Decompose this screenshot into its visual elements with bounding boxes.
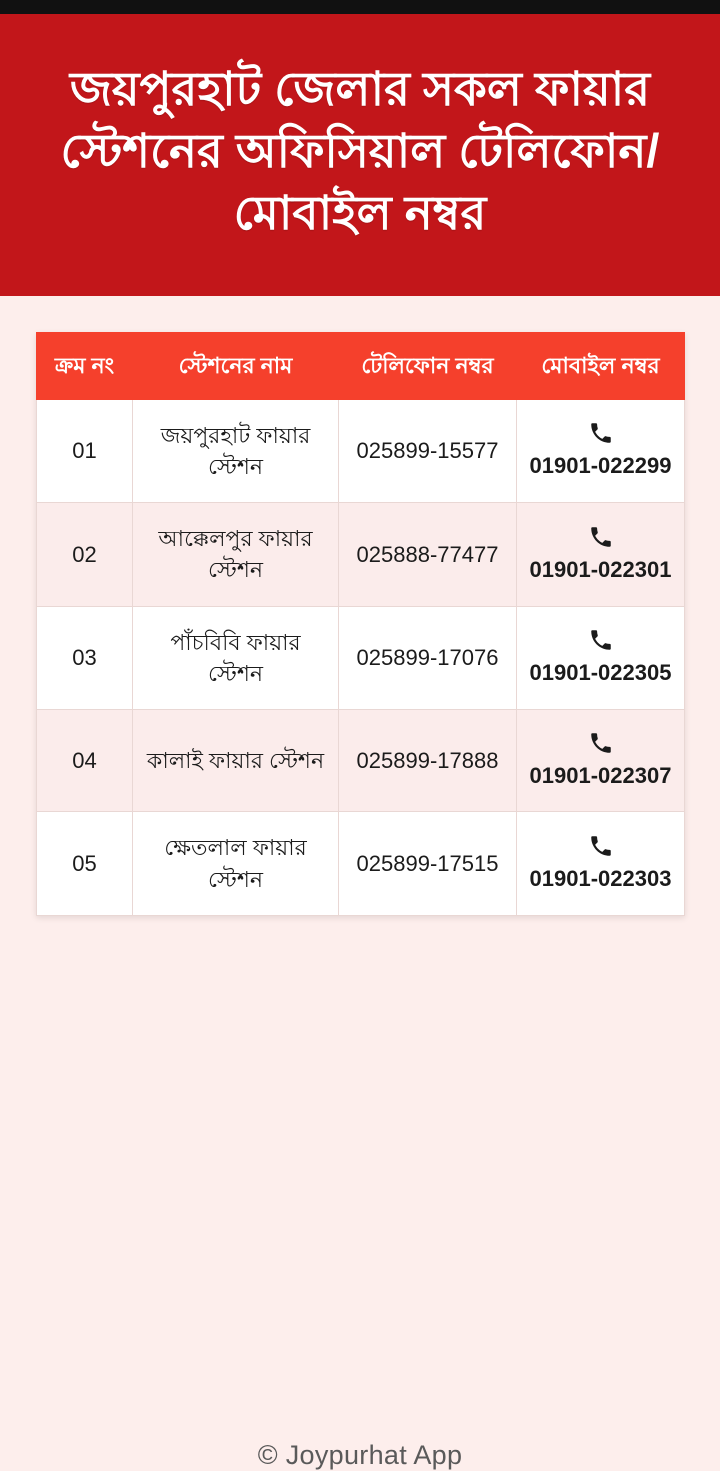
mobile-number-text: 01901-022301 bbox=[529, 556, 672, 582]
main-content bbox=[0, 296, 720, 1430]
cell-telephone: 025899-17076 bbox=[339, 606, 517, 709]
cell-serial: 04 bbox=[37, 710, 133, 812]
table-row bbox=[37, 606, 685, 709]
page-title: জয়পুরহাট জেলার সকল ফায়ার স্টেশনের অফিসিয়াল টেলিফোন/ মোবাইল নম্বর bbox=[60, 62, 660, 240]
cell-mobile[interactable] bbox=[517, 812, 685, 915]
cell-serial: 03 bbox=[37, 606, 133, 709]
phone-icon bbox=[588, 524, 614, 550]
phone-icon bbox=[588, 833, 614, 859]
cell-mobile[interactable] bbox=[517, 710, 685, 812]
mobile-number-text: 01901-022305 bbox=[529, 660, 672, 686]
phone-icon bbox=[588, 730, 614, 756]
cell-station-name: পাঁচবিবি ফায়ার স্টেশন bbox=[133, 606, 339, 709]
column-header-mobile: মোবাইল নম্বর bbox=[517, 333, 685, 400]
mobile-number-text: 01901-022299 bbox=[529, 453, 672, 479]
cell-telephone: 025899-17888 bbox=[339, 710, 517, 812]
column-header-station-name: স্টেশনের নাম bbox=[133, 333, 339, 400]
status-bar bbox=[0, 0, 720, 14]
cell-serial: 02 bbox=[37, 503, 133, 606]
phone-icon bbox=[588, 627, 614, 653]
cell-telephone: 025888-77477 bbox=[339, 503, 517, 606]
header-banner bbox=[0, 14, 720, 296]
cell-station-name: আক্কেলপুর ফায়ার স্টেশন bbox=[133, 503, 339, 606]
table-row bbox=[37, 812, 685, 915]
column-header-telephone: টেলিফোন নম্বর bbox=[339, 333, 517, 400]
column-header-serial: ক্রম নং bbox=[37, 333, 133, 400]
fire-station-table bbox=[36, 332, 685, 916]
table-row bbox=[37, 710, 685, 812]
cell-telephone: 025899-15577 bbox=[339, 399, 517, 502]
cell-station-name: কালাই ফায়ার স্টেশন bbox=[133, 710, 339, 812]
phone-icon bbox=[588, 420, 614, 446]
table-body bbox=[37, 399, 685, 915]
cell-mobile[interactable] bbox=[517, 399, 685, 502]
mobile-number-text: 01901-022307 bbox=[529, 763, 672, 789]
cell-telephone: 025899-17515 bbox=[339, 812, 517, 915]
cell-station-name: জয়পুরহাট ফায়ার স্টেশন bbox=[133, 399, 339, 502]
cell-serial: 05 bbox=[37, 812, 133, 915]
cell-mobile[interactable] bbox=[517, 606, 685, 709]
table-header bbox=[37, 333, 685, 400]
cell-mobile[interactable] bbox=[517, 503, 685, 606]
table-row bbox=[37, 399, 685, 502]
table-row bbox=[37, 503, 685, 606]
mobile-number-text: 01901-022303 bbox=[529, 866, 672, 892]
cell-station-name: ক্ষেতলাল ফায়ার স্টেশন bbox=[133, 812, 339, 915]
table-header-row bbox=[37, 333, 685, 400]
footer-credit: © Joypurhat App bbox=[257, 1440, 463, 1470]
cell-serial: 01 bbox=[37, 399, 133, 502]
